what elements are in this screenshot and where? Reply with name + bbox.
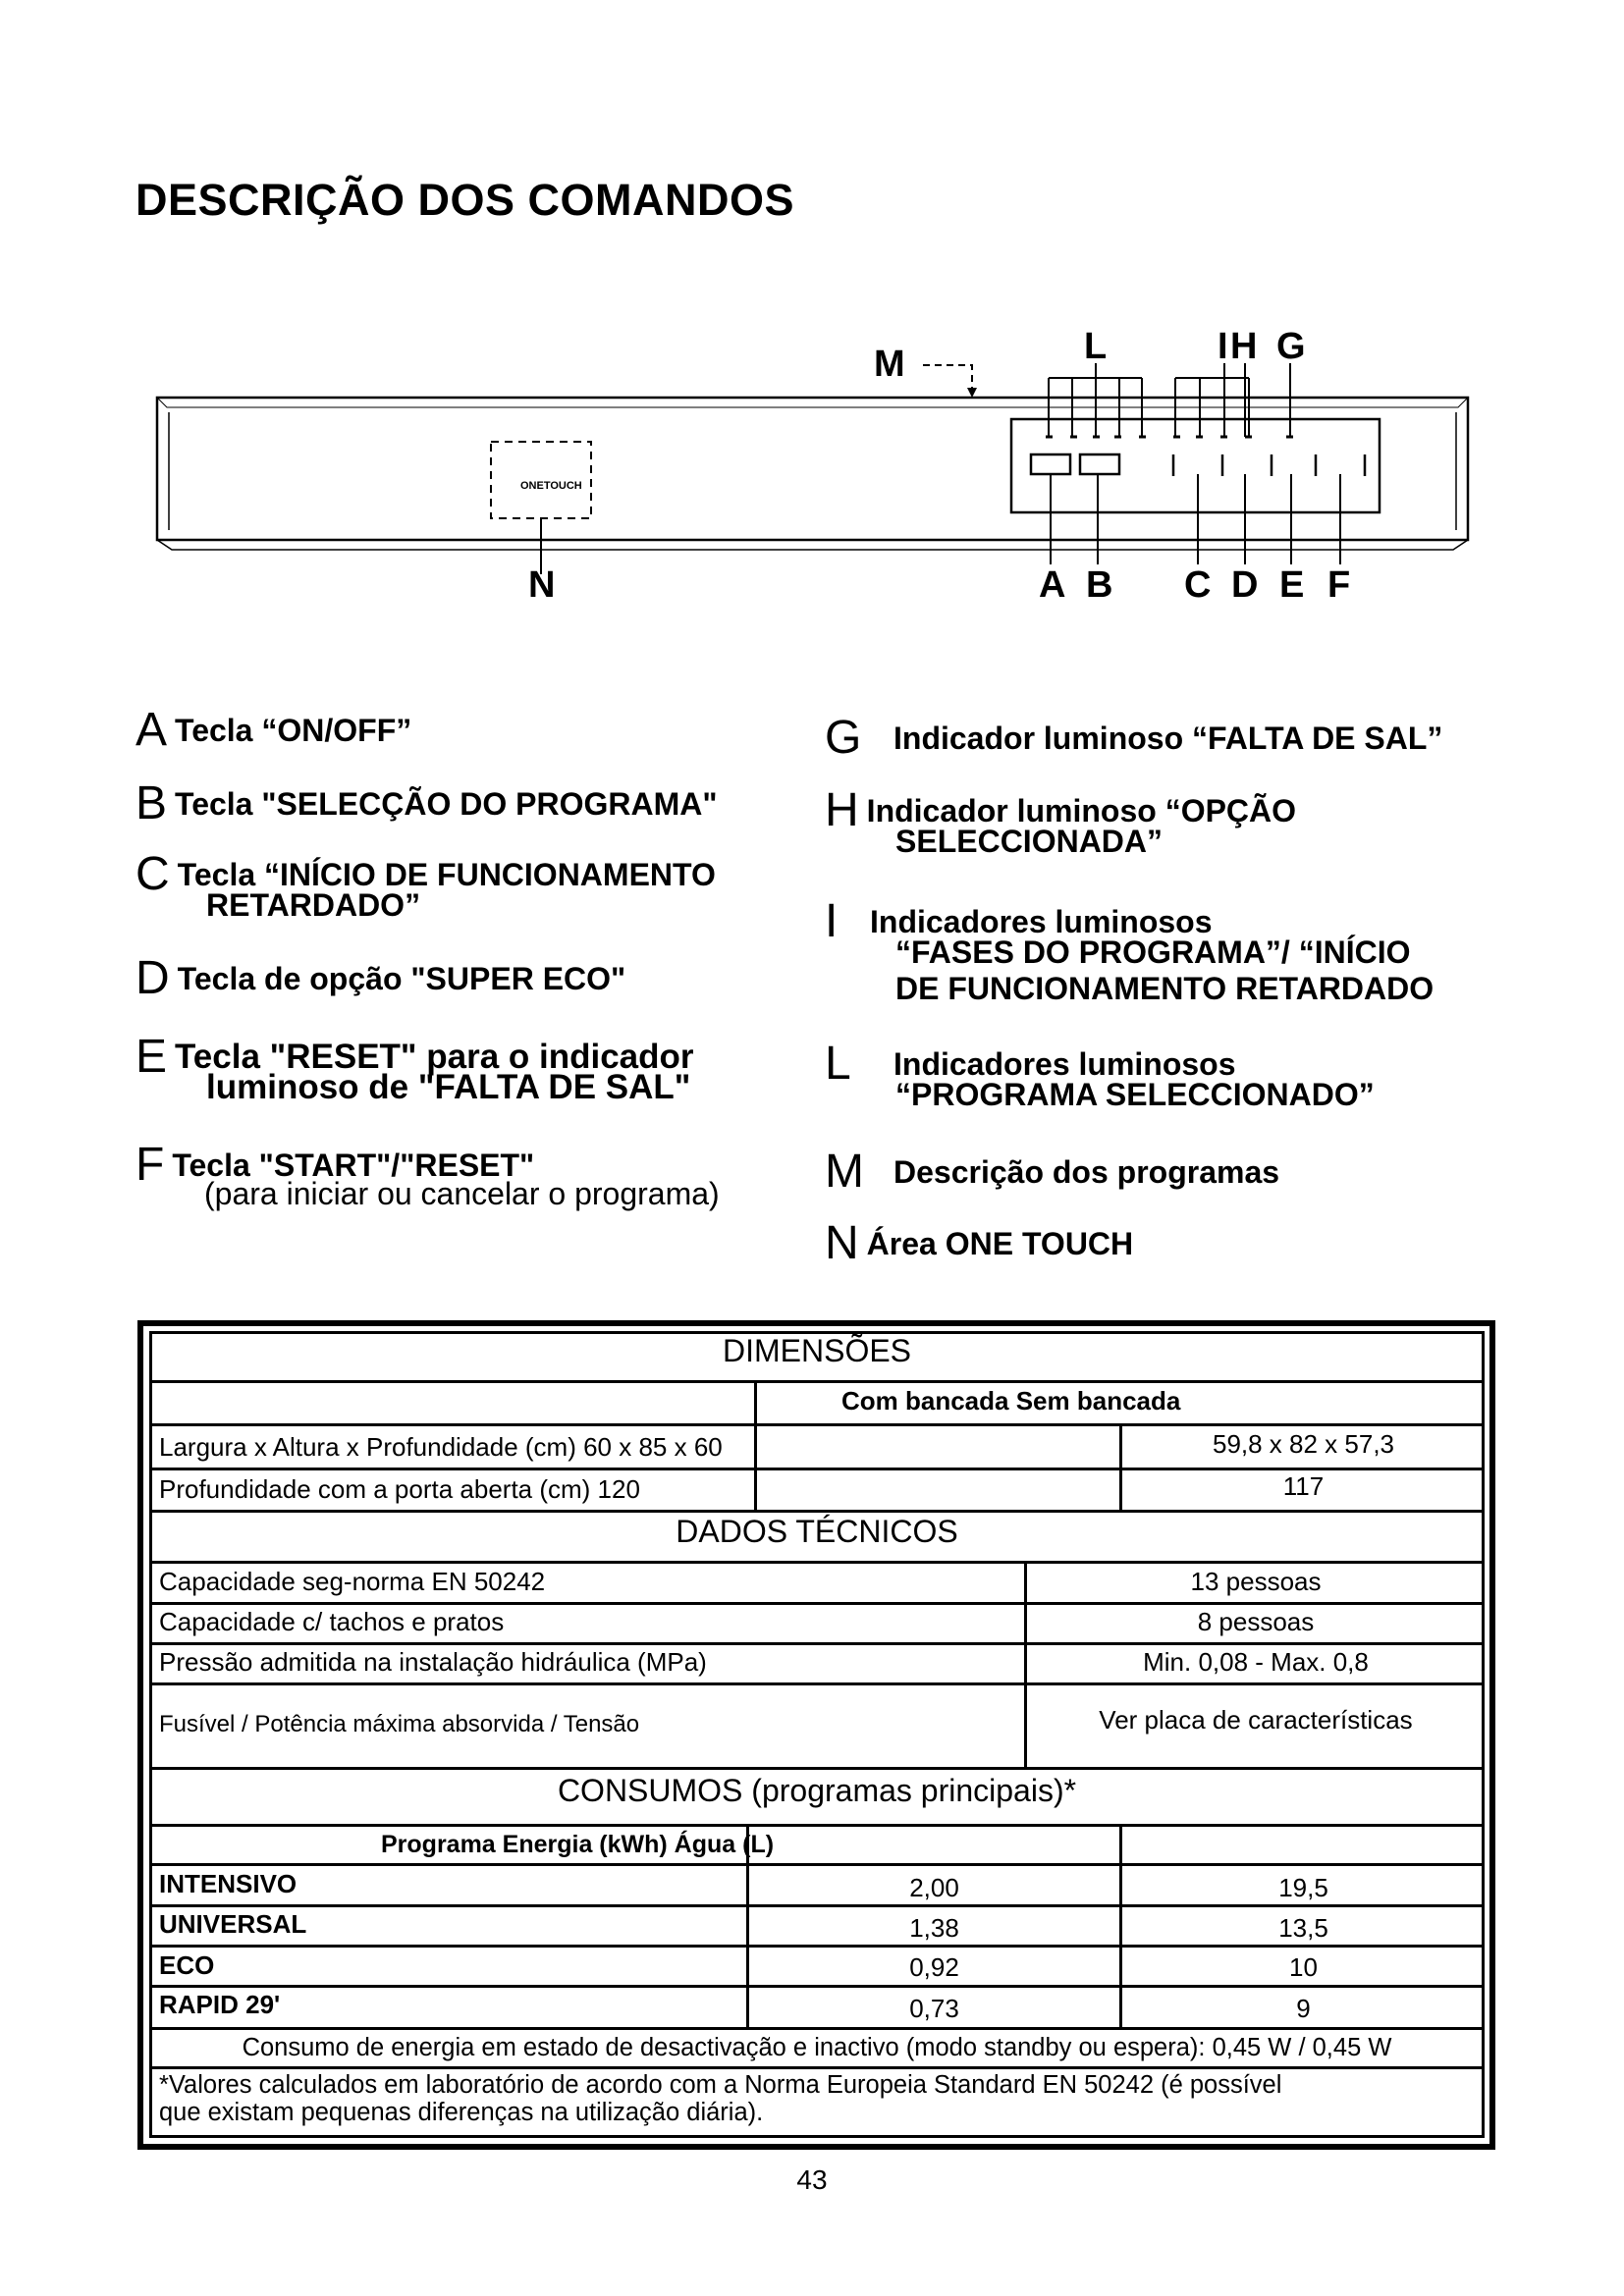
legend-item-c [135,848,716,924]
legend-text: Tecla “INÍCIO DE FUNCIONAMENTO [177,857,716,892]
legend-text: Indicadores luminosos [870,904,1213,939]
standby-consumption: Consumo de energia em estado de desactivação e inactivo (modo standby ou espera): 0,45 W / 0,45 W [242,2034,1392,2061]
legend-text-cont: DE FUNCIONAMENTO RETARDADO [895,971,1435,1006]
consumos-col-header: Programa Energia (kWh) Água (L) [381,1831,775,1858]
diagram-label-l: L [1084,326,1108,367]
dimensoes-row-value: 59,8 x 82 x 57,3 [1212,1429,1395,1459]
legend-text-cont: RETARDADO” [206,887,421,923]
legend-letter: M [825,1146,864,1198]
consumos-water: 9 [1296,1994,1311,2023]
consumos-energy: 2,00 [909,1873,959,1902]
legend-text: Tecla "RESET" para o indicador [175,1038,694,1076]
legend-item-a [135,704,412,756]
diagram-label-g: G [1276,326,1306,367]
legend-letter: D [135,952,170,1004]
legend-item-e [135,1031,694,1106]
diagram-label-f: F [1327,564,1351,606]
legend-letter: A [135,704,168,756]
legend-letter: E [135,1031,168,1083]
legend-text: Descrição dos programas [893,1154,1280,1190]
consumos-program: ECO [159,1950,215,1980]
diagram-label-i: I [1218,326,1228,367]
legend-text: Tecla de opção "SUPER ECO" [177,961,626,996]
legend-text: Indicador luminoso “FALTA DE SAL” [893,721,1443,756]
consumos-energy: 0,92 [909,1952,959,1982]
legend-letter: B [135,777,168,829]
dimensoes-row-label: Profundidade com a porta aberta (cm) 120 [159,1474,640,1504]
diagram-label-m: M [874,344,905,385]
consumos-program: UNIVERSAL [159,1909,307,1939]
dados-row-value: 13 pessoas [1190,1567,1322,1596]
legend-text-cont: “PROGRAMA SELECCIONADO” [895,1077,1375,1112]
legend-text: Indicador luminoso “OPÇÃO [866,793,1297,828]
legend-text-cont: SELECCIONADA” [895,824,1164,859]
consumos-energy: 0,73 [909,1994,959,2023]
legend-item-n [825,1217,1134,1269]
legend-item-m [825,1146,1280,1198]
legend-letter: N [825,1217,859,1269]
legend-text: Área ONE TOUCH [866,1226,1134,1261]
consumos-water: 10 [1289,1952,1318,1982]
diagram-label-d: D [1231,564,1259,606]
legend-item-h [825,784,1297,860]
diagram-label-e: E [1279,564,1305,606]
legend-item-i [825,895,1435,1007]
dimensoes-header: DIMENSÕES [722,1333,912,1368]
footnote-line-2: que existam pequenas diferenças na utilização diária). [159,2099,764,2126]
dados-row-value: Min. 0,08 - Max. 0,8 [1143,1647,1369,1677]
legend-letter: I [825,895,839,947]
page-number: 43 [796,2164,828,2195]
consumos-water: 13,5 [1278,1913,1328,1943]
consumos-program: RAPID 29' [159,1990,281,2019]
dados-row-label: Capacidade seg-norma EN 50242 [159,1567,546,1596]
legend-letter: F [135,1139,165,1191]
dimensoes-row-label: Largura x Altura x Profundidade (cm) 60 x 85 x 60 [159,1432,723,1462]
legend-letter: H [825,784,859,836]
dados-row-value: Ver placa de características [1099,1705,1413,1735]
control-panel-diagram [0,0,1624,667]
diagram-label-n: N [528,564,556,606]
legend-item-f [135,1139,720,1212]
legend-text-cont: luminoso de "FALTA DE SAL" [206,1068,691,1106]
dados-row-value: 8 pessoas [1197,1607,1315,1636]
legend-subtext: (para iniciar ou cancelar o programa) [204,1176,720,1211]
consumos-energy: 1,38 [909,1913,959,1943]
legend-text: Tecla "SELECÇÃO DO PROGRAMA" [175,786,718,822]
diagram-label-h: H [1230,326,1258,367]
dados-header: DADOS TÉCNICOS [676,1514,958,1549]
legend-letter: C [135,848,170,900]
legend-item-d [135,952,626,1004]
dados-row-label: Pressão admitida na instalação hidráulica (MPa) [159,1647,707,1677]
legend-item-b [135,777,718,829]
consumos-program: INTENSIVO [159,1869,298,1898]
dimensoes-row-value: 117 [1282,1471,1325,1501]
onetouch-text: ONETOUCH [520,480,582,492]
diagram-label-c: C [1184,564,1212,606]
dados-row-label: Fusível / Potência máxima absorvida / Tensão [159,1711,640,1737]
footnote-line-1: *Valores calculados em laboratório de acordo com a Norma Europeia Standard EN 50242 (é possível [159,2071,1282,2099]
legend-text: Tecla “ON/OFF” [175,713,412,748]
legend-letter: G [825,712,862,764]
page-title: DESCRIÇÃO DOS COMANDOS [135,175,795,225]
legend-item-l [825,1038,1375,1113]
legend-item-g [825,712,1443,764]
diagram-label-b: B [1086,564,1113,606]
legend-text: Tecla "START"/"RESET" [172,1148,535,1183]
diagram-label-a: A [1039,564,1066,606]
legend-text-cont: “FASES DO PROGRAMA”/ “INÍCIO [895,934,1411,970]
consumos-header: CONSUMOS (programas principais)* [557,1773,1077,1808]
legend-text: Indicadores luminosos [893,1046,1236,1082]
dados-row-label: Capacidade c/ tachos e pratos [159,1607,505,1636]
dimensoes-col-header: Com bancada Sem bancada [841,1386,1181,1415]
consumos-water: 19,5 [1278,1873,1328,1902]
legend-letter: L [825,1038,851,1090]
